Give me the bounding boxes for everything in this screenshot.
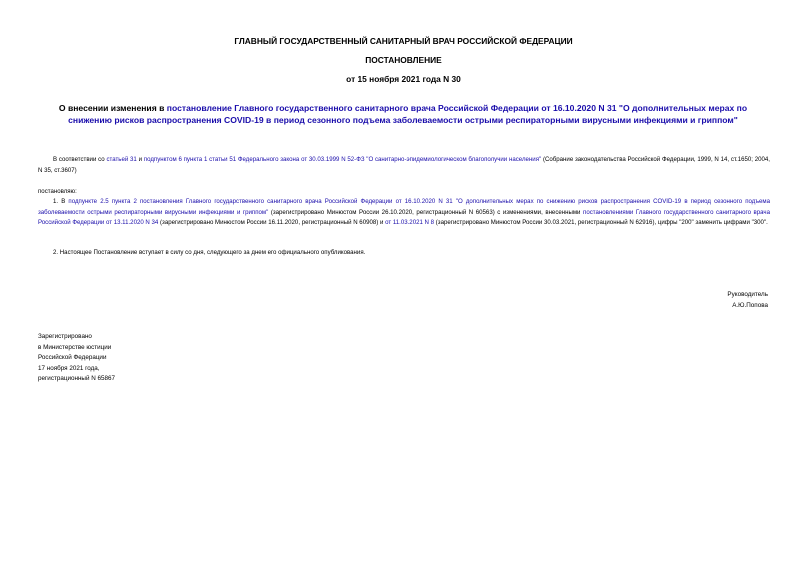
item1-text-2: (зарегистрировано Минюстом России 26.10.2020, регистрационный N 60563) с изменениями, внесенными <box>268 208 584 216</box>
link-article-31[interactable]: статьей 31 <box>106 156 137 163</box>
issuing-authority: ГЛАВНЫЙ ГОСУДАРСТВЕННЫЙ САНИТАРНЫЙ ВРАЧ РОССИЙСКОЙ ФЕДЕРАЦИИ <box>234 36 573 46</box>
preamble-text-2: и <box>136 156 144 163</box>
link-subparagraph-2-5[interactable]: подпункте 2.5 пункта 2 постановления Главного государственного санитарного врача Российской Федерации от 16.10.2020 N 31 "О дополнительных мерах по снижению рисков распространения COVID-19 в период сезонного подъема заболеваемости острыми респираторными вирусными инфекциями и гриппом" <box>38 198 770 216</box>
item1-text-4: (зарегистрировано Минюстом России 30.03.2021, регистрационный N 62916), цифры "200" заменить цифрами "300". <box>434 219 768 226</box>
signature-block <box>727 290 768 311</box>
link-resolution-8[interactable]: от 11.03.2021 N 8 <box>385 219 435 226</box>
registration-line-3: Российской Федерации <box>38 354 107 362</box>
registration-block <box>38 332 115 385</box>
signature-position: Руководитель <box>727 291 768 298</box>
link-federal-law-52[interactable]: подпунктом 6 пункта 1 статьи 51 Федерального закона от 30.03.1999 N 52-ФЗ "О санитарно-эпидемиологическом благополучии населения" <box>143 156 542 163</box>
item-1-paragraph <box>38 197 770 229</box>
preamble-text-3: (Собрание законодательства Российской Федерации, 1999, N 14, ст.1650; 2004, N 35, ст.3607) <box>38 156 771 174</box>
preamble-paragraph <box>38 155 770 176</box>
item1-text-1: 1. В <box>53 198 69 205</box>
preamble-text-1: В соответствии со <box>53 156 107 163</box>
document-type: ПОСТАНОВЛЕНИЕ <box>365 55 442 65</box>
item-2-paragraph: 2. Настоящее Постановление вступает в силу со дня, следующего за днем его официального опубликования. <box>53 249 366 256</box>
link-resolution-34[interactable]: постановлениями Главного государственного санитарного врача Российской Федерации от 13.11.2020 N 34 <box>38 208 770 226</box>
registration-line-5: регистрационный N 65867 <box>38 375 116 383</box>
registration-line-2: в Министерстве юстиции <box>38 343 112 351</box>
title-link-resolution-31[interactable]: постановление Главного государственного санитарного врача Российской Федерации от 16.10.2020 N 31 "О дополнительных мерах по снижению рисков распространения COVID-19 в период сезонного подъема заболеваемости острыми респираторными вирусными инфекциями и гриппом" <box>68 103 748 125</box>
registration-line-1: Зарегистрировано <box>38 333 92 340</box>
title-prefix: О внесении изменения в <box>58 103 167 113</box>
document-title <box>40 103 766 126</box>
signature-name: А.Ю.Попова <box>732 301 768 309</box>
document-date-number: от 15 ноября 2021 года N 30 <box>346 74 461 84</box>
item1-text-3: (зарегистрировано Минюстом России 16.11.2020, регистрационный N 60908) и <box>158 219 386 226</box>
resolve-word: постановляю: <box>38 188 77 195</box>
registration-line-4: 17 ноября 2021 года, <box>38 364 100 372</box>
